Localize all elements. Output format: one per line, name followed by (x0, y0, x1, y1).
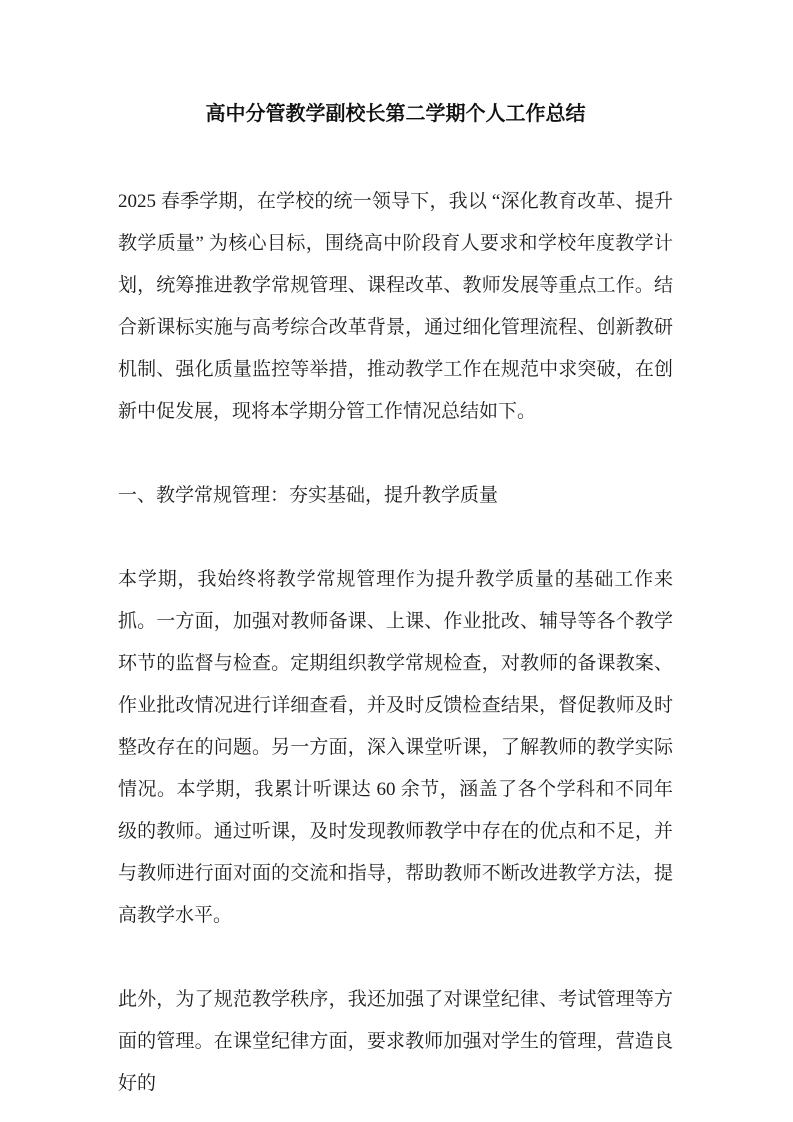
body-paragraph-1: 本学期，我始终将教学常规管理作为提升教学质量的基础工作来抓。一方面，加强对教师备课、上课、作业批改、辅导等各个教学环节的监督与检查。定期组织教学常规检查，对教师的备课教案、作业批改情况进行详细查看，并及时反馈检查结果，督促教师及时整改存在的问题。另一方面，深入课堂听课，了解教师的教学实际情况。本学期，我累计听课达 60 余节，涵盖了各个学科和不同年级的教师。通过听课，及时发现教师教学中存在的优点和不足，并与教师进行面对面的交流和指导，帮助教师不断改进教学方法，提高教学水平。 (118, 569, 673, 926)
intro-paragraph: 2025 春季学期，在学校的统一领导下，我以 “深化教育改革、提升教学质量” 为核心目标，围绕高中阶段育人要求和学校年度教学计划，统筹推进教学常规管理、课程改革、教师发展等重点工作。结合新课标实施与高考综合改革背景，通过细化管理流程、创新教研机制、强化质量监控等举措，推动教学工作在规范中求突破，在创新中促发展，现将本学期分管工作情况总结如下。 (118, 191, 673, 422)
body-paragraph-2: 此外，为了规范教学秩序，我还加强了对课堂纪律、考试管理等方面的管理。在课堂纪律方面，要求教师加强对学生的管理，营造良好的 (118, 989, 673, 1094)
document-title: 高中分管教学副校长第二学期个人工作总结 (205, 103, 586, 125)
section-heading-1: 一、教学常规管理：夯实基础，提升教学质量 (118, 485, 499, 506)
